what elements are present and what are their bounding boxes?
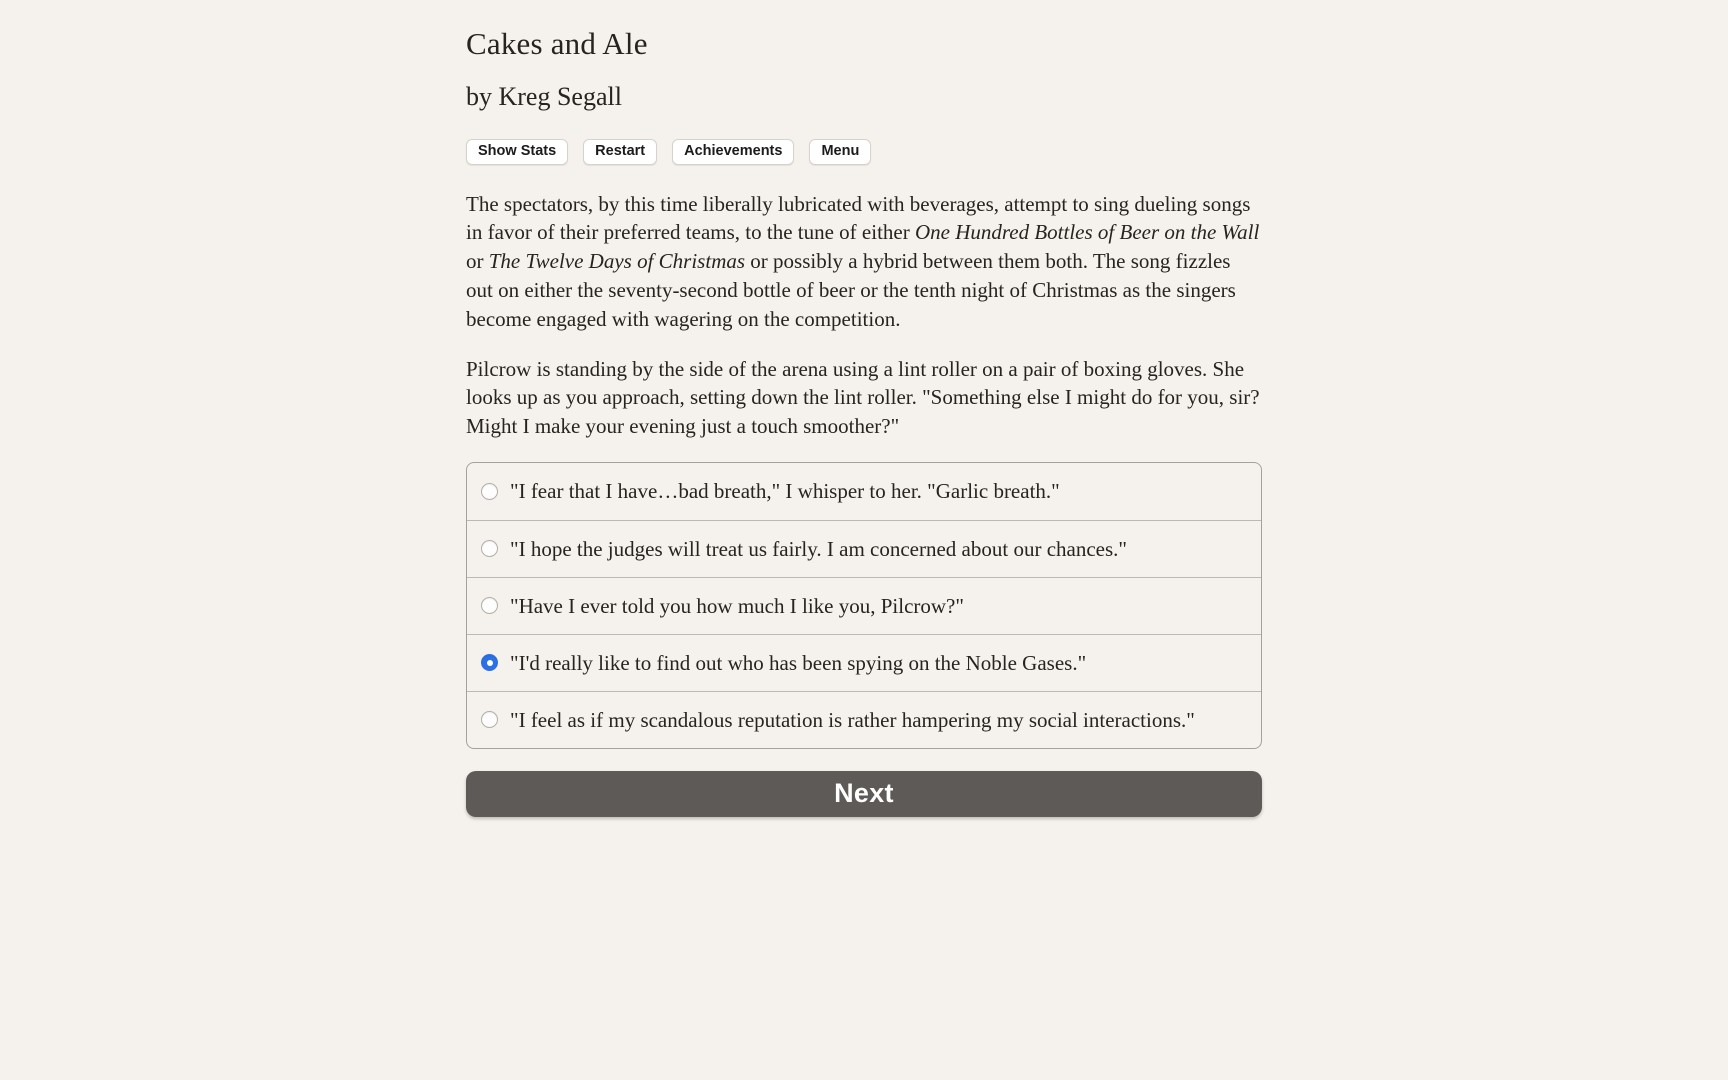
restart-button[interactable]: Restart: [583, 139, 657, 165]
choice-option-label[interactable]: "I feel as if my scandalous reputation is rather hampering my social interactions.": [510, 707, 1195, 732]
story-paragraph: [466, 355, 1262, 441]
story-segment: Pilcrow is standing by the side of the arena using a lint roller on a pair of boxing gloves. She looks up as you approach, setting down the lint roller. "Something else I might do for you, sir? Might I make your evening just a touch smoother?": [466, 356, 1260, 439]
song-title-italic: One Hundred Bottles of Beer on the Wall: [914, 220, 1260, 245]
game-title: Cakes and Ale: [466, 26, 648, 61]
game-author: by Kreg Segall: [466, 82, 622, 111]
story-segment: or possibly a hybrid between them both. The song fizzles out on either the seventy-second bottle of beer or the tenth night of Christmas as the singers become engaged with wagering on the competition.: [466, 249, 1236, 331]
song-title-italic: The Twelve Days of Christmas: [488, 249, 746, 274]
story-segment: The spectators, by this time liberally lubricated with beverages, attempt to sing dueling songs in favor of their preferred teams, to the tune of either: [466, 191, 1251, 245]
game-page: [466, 0, 1262, 817]
choice-option-row[interactable]: [467, 691, 1261, 748]
choice-option-label[interactable]: "I fear that I have…bad breath," I whisper to her. "Garlic breath.": [510, 479, 1060, 504]
story-text: [466, 190, 1262, 441]
radio-button[interactable]: [481, 711, 498, 728]
choice-option-label[interactable]: "I'd really like to find out who has been spying on the Noble Gases.": [510, 650, 1087, 675]
radio-button[interactable]: [481, 654, 498, 671]
toolbar: [466, 139, 1262, 165]
choice-option-row[interactable]: [467, 520, 1261, 577]
radio-button[interactable]: [481, 483, 498, 500]
choice-list: [466, 462, 1262, 749]
choice-option-row[interactable]: [467, 463, 1261, 520]
choice-option-label[interactable]: "Have I ever told you how much I like you, Pilcrow?": [510, 593, 964, 618]
choice-option-row[interactable]: [467, 634, 1261, 691]
story-segment: or: [466, 249, 489, 274]
radio-button[interactable]: [481, 597, 498, 614]
achievements-button[interactable]: Achievements: [672, 139, 794, 165]
show-stats-button[interactable]: Show Stats: [466, 139, 568, 165]
choice-option-row[interactable]: [467, 577, 1261, 634]
menu-button[interactable]: Menu: [809, 139, 871, 165]
next-button[interactable]: Next: [466, 771, 1262, 817]
choice-option-label[interactable]: "I hope the judges will treat us fairly. I am concerned about our chances.": [510, 536, 1127, 561]
story-paragraph: [466, 190, 1262, 334]
radio-button[interactable]: [481, 540, 498, 557]
